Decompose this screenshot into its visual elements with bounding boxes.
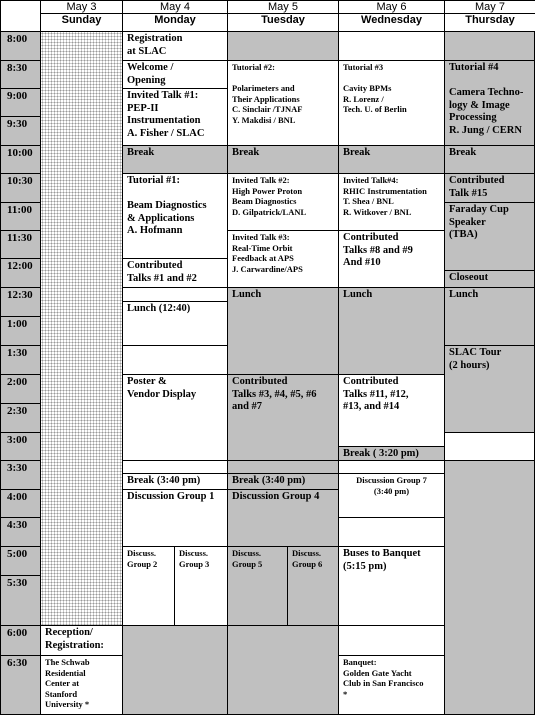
tuesday-discuss-group-6-line: Group 6	[292, 558, 323, 569]
wednesday-invited-talk-4-line: R. Witkover / BNL	[343, 206, 412, 217]
sunday-schwab-center	[40, 655, 123, 715]
monday-break-pm: Break (3:40 pm)	[122, 473, 228, 490]
corner-header	[0, 0, 41, 32]
time-slot: 2:30	[0, 403, 41, 433]
day-header-tuesday	[227, 0, 339, 32]
wednesday-buses-to-banquet-line: (5:15 pm)	[343, 560, 387, 572]
time-slot: 3:00	[0, 432, 41, 461]
day-name: Sunday	[61, 14, 102, 26]
day-date: May 6	[339, 1, 444, 14]
tuesday-lunch: Lunch	[227, 287, 339, 375]
thursday-tutorial-4-line: logy & Image	[449, 99, 510, 111]
thursday-tutorial-4-line	[449, 75, 534, 88]
tuesday-invited-talk-2-line: D. Gilpatrick/LANL	[232, 206, 307, 217]
thursday-faraday-cup	[444, 202, 535, 271]
wednesday-morning	[338, 31, 445, 61]
monday-poster-display	[122, 374, 228, 461]
monday-discuss-group-2-line: Discuss.	[127, 548, 157, 558]
monday-registration-line: Registration	[127, 33, 183, 44]
day-date: May 5	[228, 1, 338, 14]
monday-gap-1230	[122, 287, 228, 302]
day-name: Wednesday	[361, 14, 422, 26]
monday-discuss-group-3-line: Discuss.	[179, 548, 209, 558]
thursday-tutorial-4-line: Tutorial #4	[449, 62, 499, 73]
tuesday-tutorial-2-line: Their Applications	[232, 93, 300, 104]
wednesday-gap-600	[338, 625, 445, 656]
time-slot: 3:30	[0, 460, 41, 490]
wednesday-banquet-line: Banquet:	[343, 657, 377, 667]
monday-discuss-group-2	[122, 546, 175, 626]
monday-invited-talk-1-line: Instrumentation	[127, 115, 201, 127]
time-slot: 6:00	[0, 625, 41, 656]
monday-break-am: Break	[122, 145, 228, 174]
wednesday-contributed-talks-1	[338, 230, 445, 288]
wednesday-banquet-line: Club in San Francisco	[343, 678, 424, 688]
time-slot: 5:30	[0, 575, 41, 626]
tuesday-invited-talk-3-line: Real-Time Orbit	[232, 242, 293, 253]
thursday-contributed-talk-line: Talk #15	[449, 187, 488, 199]
wednesday-contributed-talks-2-line: Contributed	[343, 376, 399, 387]
day-name: Monday	[154, 14, 196, 26]
sunday-unscheduled	[40, 31, 123, 626]
tuesday-break-pm: Break (3:40 pm)	[227, 473, 339, 490]
wednesday-invited-talk-4-line: RHIC Instrumentation	[343, 185, 427, 196]
tuesday-invited-talk-3-line: Feedback at APS	[232, 253, 294, 263]
wednesday-gap-330	[338, 460, 445, 474]
wednesday-contributed-talks-2	[338, 374, 445, 447]
monday-invited-talk-1-line: A. Fisher / SLAC	[127, 127, 205, 139]
thursday-faraday-cup-line: (TBA)	[449, 229, 478, 241]
thursday-slac-tour	[444, 345, 535, 433]
monday-registration-line: at SLAC	[127, 45, 167, 57]
tuesday-discuss-group-6-line: Discuss.	[292, 548, 322, 558]
tuesday-discuss-group-5	[227, 546, 288, 626]
sunday-schwab-center-line: Center at	[45, 678, 80, 688]
monday-welcome-line: Opening	[127, 74, 166, 86]
tuesday-contributed-talks-line: and #7	[232, 401, 263, 413]
wednesday-contributed-talks-1-line: And #10	[343, 257, 381, 269]
time-slot: 5:00	[0, 546, 41, 576]
monday-invited-talk-1-line: PEP-II	[127, 102, 159, 114]
wednesday-contributed-talks-2-line: Talks #11, #12,	[343, 388, 409, 400]
monday-tutorial-1	[122, 173, 228, 259]
tuesday-discuss-group-6	[287, 546, 339, 626]
wednesday-banquet	[338, 655, 445, 715]
monday-tutorial-1-line: Tutorial #1:	[127, 175, 180, 186]
time-slot: 8:30	[0, 60, 41, 89]
monday-discussion-group-1: Discussion Group 1	[122, 489, 228, 547]
time-slot: 6:30	[0, 655, 41, 715]
thursday-evening-gray	[444, 460, 535, 715]
sunday-schwab-center-line: The Schwab	[45, 657, 90, 667]
tuesday-discuss-group-5-line: Group 5	[232, 558, 263, 569]
tuesday-tutorial-2	[227, 60, 339, 146]
wednesday-invited-talk-4	[338, 173, 445, 231]
day-date: May 7	[445, 1, 535, 14]
thursday-contributed-talk-line: Contributed	[449, 175, 505, 186]
day-header-sunday	[40, 0, 123, 32]
thursday-faraday-cup-line: Faraday Cup	[449, 204, 509, 215]
thursday-contributed-talk	[444, 173, 535, 203]
time-slot: 12:30	[0, 287, 41, 317]
thursday-faraday-cup-line: Speaker	[449, 216, 486, 228]
thursday-morning-gray	[444, 31, 535, 61]
sunday-schwab-center-line: Stanford	[45, 688, 78, 699]
thursday-slac-tour-line: (2 hours)	[449, 359, 490, 371]
wednesday-tutorial-3	[338, 60, 445, 146]
sunday-reception-line: Reception/	[45, 627, 93, 638]
tuesday-morning-gray	[227, 31, 339, 61]
thursday-tutorial-4-line: Camera Techno-	[449, 87, 524, 99]
wednesday-tutorial-3-line: Cavity BPMs	[343, 83, 392, 93]
wednesday-banquet-line: Golden Gate Yacht	[343, 667, 412, 678]
day-name: Thursday	[465, 14, 515, 26]
tuesday-invited-talk-3-line: Invited Talk #3:	[232, 232, 290, 242]
wednesday-discussion-group-7-line: Discussion Group 7	[356, 475, 427, 485]
tuesday-invited-talk-2-line: Beam Diagnostics	[232, 196, 297, 206]
wednesday-discussion-group-7	[338, 473, 445, 518]
monday-evening	[122, 625, 228, 715]
tuesday-invited-talk-3	[227, 230, 339, 288]
wednesday-tutorial-3-line	[343, 73, 444, 84]
day-date: May 4	[123, 1, 227, 14]
wednesday-tutorial-3-line: R. Lorenz /	[343, 93, 384, 104]
sunday-reception	[40, 625, 123, 656]
monday-discuss-group-3	[174, 546, 228, 626]
tuesday-break-am: Break	[227, 145, 339, 174]
day-header-monday	[122, 0, 228, 32]
tuesday-tutorial-2-line: Tutorial #2:	[232, 62, 275, 72]
wednesday-buses-to-banquet	[338, 546, 445, 626]
tuesday-tutorial-2-line: Y. Makdisi / BNL	[232, 114, 296, 125]
wednesday-invited-talk-4-line: T. Shea / BNL	[343, 196, 394, 206]
tuesday-invited-talk-2-line: Invited Talk #2:	[232, 175, 290, 185]
wednesday-discussion-cont	[338, 517, 445, 547]
wednesday-contributed-talks-1-line: Contributed	[343, 232, 399, 243]
thursday-lunch: Lunch	[444, 287, 535, 346]
time-slot: 9:00	[0, 88, 41, 117]
monday-contributed-talks-line: Talks #1 and #2	[127, 272, 197, 284]
monday-contributed-talks-line: Contributed	[127, 260, 183, 271]
monday-poster-display-line: Poster &	[127, 376, 167, 387]
tuesday-contributed-talks-line: Contributed	[232, 376, 288, 387]
time-slot: 11:00	[0, 202, 41, 231]
tuesday-discussion-group-4: Discussion Group 4	[227, 489, 339, 547]
sunday-schwab-center-line: Residential	[45, 667, 86, 678]
day-header-wednesday	[338, 0, 445, 32]
time-slot: 10:00	[0, 145, 41, 174]
wednesday-buses-to-banquet-line: Buses to Banquet	[343, 548, 421, 559]
sunday-schwab-center-line: University *	[45, 699, 90, 709]
time-slot: 8:00	[0, 31, 41, 61]
thursday-closeout: Closeout	[444, 270, 535, 288]
day-header-thursday	[444, 0, 535, 32]
monday-invited-talk-1	[122, 88, 228, 146]
monday-tutorial-1-line	[127, 188, 227, 201]
time-slot: 12:00	[0, 258, 41, 288]
tuesday-tutorial-2-line: Polarimeters and	[232, 83, 295, 93]
time-slot: 4:00	[0, 489, 41, 518]
wednesday-break-am: Break	[338, 145, 445, 174]
wednesday-tutorial-3-line: Tech. U. of Berlin	[343, 104, 407, 114]
monday-welcome	[122, 60, 228, 89]
monday-tutorial-1-line: & Applications	[127, 212, 195, 224]
time-slot: 9:30	[0, 116, 41, 146]
tuesday-evening	[227, 625, 339, 715]
thursday-afternoon-white	[444, 432, 535, 461]
time-slot: 1:00	[0, 316, 41, 346]
monday-discuss-group-2-line: Group 2	[127, 558, 158, 569]
tuesday-tutorial-2-line: C. Sinclair /TJNAF	[232, 104, 303, 114]
monday-discuss-group-3-line: Group 3	[179, 558, 210, 569]
thursday-tutorial-4	[444, 60, 535, 146]
time-slot: 4:30	[0, 517, 41, 547]
monday-contributed-talks	[122, 258, 228, 288]
tuesday-invited-talk-3-line: J. Carwardine/APS	[232, 263, 303, 274]
wednesday-contributed-talks-1-line: Talks #8 and #9	[343, 244, 413, 256]
tuesday-invited-talk-2	[227, 173, 339, 231]
time-slot: 2:00	[0, 374, 41, 404]
thursday-tutorial-4-line: R. Jung / CERN	[449, 124, 522, 136]
thursday-break-am: Break	[444, 145, 535, 174]
thursday-slac-tour-line: SLAC Tour	[449, 347, 502, 358]
wednesday-contributed-talks-2-line: #13, and #14	[343, 401, 400, 413]
time-slot: 1:30	[0, 345, 41, 375]
tuesday-tutorial-2-line	[232, 73, 338, 84]
monday-lunch: Lunch (12:40)	[122, 301, 228, 346]
monday-tutorial-1-line: Beam Diagnostics	[127, 200, 207, 212]
time-slot: 10:30	[0, 173, 41, 203]
time-slot: 11:30	[0, 230, 41, 259]
tuesday-discuss-group-5-line: Discuss.	[232, 548, 262, 558]
monday-registration	[122, 31, 228, 61]
wednesday-break-pm: Break ( 3:20 pm)	[338, 446, 445, 461]
monday-empty-130	[122, 345, 228, 375]
monday-welcome-line: Welcome /	[127, 62, 174, 73]
monday-poster-display-line: Vendor Display	[127, 388, 197, 400]
monday-tutorial-1-line: A. Hofmann	[127, 225, 183, 237]
monday-invited-talk-1-line: Invited Talk #1:	[127, 90, 199, 101]
tuesday-invited-talk-2-line: High Power Proton	[232, 185, 303, 196]
wednesday-invited-talk-4-line: Invited Talk#4:	[343, 175, 399, 185]
tuesday-contributed-talks	[227, 374, 339, 461]
wednesday-lunch: Lunch	[338, 287, 445, 375]
sunday-reception-line: Registration:	[45, 639, 104, 651]
tuesday-gap-330	[227, 460, 339, 474]
tuesday-contributed-talks-line: Talks #3, #4, #5, #6	[232, 388, 317, 400]
day-date: May 3	[41, 1, 122, 14]
thursday-tutorial-4-line: Processing	[449, 112, 497, 124]
wednesday-tutorial-3-line: Tutorial #3	[343, 62, 384, 72]
wednesday-banquet-line: *	[343, 688, 348, 699]
wednesday-discussion-group-7-line: (3:40 pm)	[373, 485, 410, 496]
monday-empty-330	[122, 460, 228, 474]
day-name: Tuesday	[261, 14, 305, 26]
